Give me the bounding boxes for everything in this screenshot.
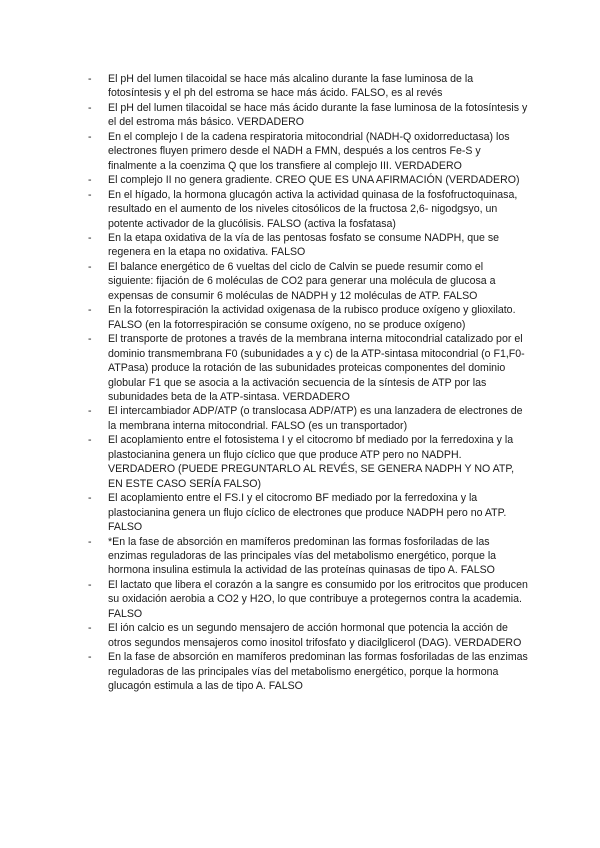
statement-text: El pH del lumen tilacoidal se hace más alcalino durante la fase luminosa de la fotosíntesis y el ph del estroma se hace más ácido. FALSO, es al revés	[108, 73, 474, 100]
bullet-dash: -	[88, 333, 92, 346]
list-item	[88, 491, 528, 534]
statement-text: El lactato que libera el corazón a la sangre es consumido por los eritrocitos que producen su oxidación aerobia a CO2 y H2O, lo que contribuye a protegernos contra la academia. FALSO	[108, 578, 528, 620]
bullet-dash: -	[88, 535, 92, 548]
bullet-dash: -	[88, 130, 92, 143]
statement-text: *En la fase de absorción en mamíferos predominan las formas fosforiladas de las enzimas reguladoras de las principales vías del metabolismo energético, porque la hormona insulina estimula la actividad de las proteínas quinasas de tipo A. FALSO	[108, 535, 497, 577]
list-item	[88, 535, 528, 578]
bullet-dash: -	[88, 651, 92, 664]
statement-text: El balance energético de 6 vueltas del ciclo de Calvin se puede resumir como el siguiente: fijación de 6 moléculas de CO2 para generar una molécula de glucosa a expensas de consumir 6 moléculas de NADPH y 12 moléculas de ATP. FALSO	[108, 260, 496, 302]
bullet-dash: -	[88, 304, 92, 317]
bullet-dash: -	[88, 73, 92, 85]
list-item	[88, 260, 528, 303]
statement-text: En el complejo I de la cadena respiratoria mitocondrial (NADH-Q oxidorreductasa) los electrones fluyen primero desde el NADH a FMN, después a los centros Fe-S y finalmente a la coenzima Q que los transfiere al complejo III. VERDADERO	[108, 130, 510, 172]
list-item	[88, 578, 528, 621]
statement-text: El pH del lumen tilacoidal se hace más ácido durante la fase luminosa de la fotosíntesis y el del estroma más básico. VERDADERO	[108, 101, 528, 129]
list-item	[88, 433, 528, 491]
bullet-dash: -	[88, 622, 92, 635]
bullet-dash: -	[88, 174, 92, 187]
bullet-dash: -	[88, 260, 92, 273]
statement-text: En la fotorrespiración la actividad oxigenasa de la rubisco produce oxígeno y glioxilato. FALSO (en la fotorrespiración se consume oxígeno, no se produce oxígeno)	[108, 304, 516, 331]
list-item	[88, 188, 528, 231]
list-item	[88, 231, 528, 260]
statement-text: El ión calcio es un segundo mensajero de acción hormonal que potencia la acción de otros segundos mensajeros como inositol trifosfato y diacilglicerol (DAG). VERDADERO	[108, 622, 522, 649]
list-item	[88, 72, 528, 101]
statement-text: El acoplamiento entre el fotosistema I y el citocromo bf mediado por la ferredoxina y la plastocianina genera un flujo cíclico que que produce ATP pero no NADPH. VERDADERO (PUEDE PREGUNTARLO AL REVÉS, SE GENERA NADPH Y NO ATP, EN ESTE CASO SERÍA FALSO)	[108, 434, 515, 490]
bullet-dash: -	[88, 434, 92, 447]
list-item	[88, 173, 528, 187]
statement-text: El complejo II no genera gradiente. CREO QUE ES UNA AFIRMACIÓN (VERDADERO)	[108, 174, 520, 187]
bullet-dash: -	[88, 578, 92, 591]
bullet-dash: -	[88, 188, 92, 201]
statement-text: El acoplamiento entre el FS.I y el citocromo BF mediado por la ferredoxina y la plastocianina genera un flujo cíclico de electrones que produce NADPH pero no ATP. FALSO	[108, 492, 507, 534]
list-item	[88, 621, 528, 650]
statement-text: En la fase de absorción en mamíferos predominan las formas fosforiladas de las enzimas reguladoras de las principales vías del metabolismo energético, porque la hormona glucagón estimula a las de tipo A. FALSO	[108, 651, 528, 693]
statement-text: El transporte de protones a través de la membrana interna mitocondrial catalizado por el dominio transmembrana F0 (subunidades a y c) de la ATP-sintasa mitocondrial (o F1,F0-ATPasa) produce la rotación de las subunidades proteicas componentes del dominio globular F1 que se asocia a la activación secuencia de la síntesis de ATP por las subunidades beta de la ATP-sintasa. VERDADERO	[108, 333, 525, 403]
statement-list	[88, 72, 528, 693]
list-item	[88, 650, 528, 693]
list-item	[88, 130, 528, 173]
bullet-dash: -	[88, 101, 92, 114]
statement-text: En la etapa oxidativa de la vía de las pentosas fosfato se consume NADPH, que se regenera en la etapa no oxidativa. FALSO	[108, 231, 500, 259]
statement-text: El intercambiador ADP/ATP (o translocasa ADP/ATP) es una lanzadera de electrones de la membrana interna mitocondrial. FALSO (es un transportador)	[108, 405, 523, 432]
bullet-dash: -	[88, 405, 92, 418]
list-item	[88, 404, 528, 433]
list-item	[88, 303, 528, 332]
statement-text: En el hígado, la hormona glucagón activa la actividad quinasa de la fosfofructoquinasa, resultado en el aumento de los niveles citosólicos de la fructosa 2,6- nigodgsyo, un potente activador de la glucólisis. FALSO (activa la fosfatasa)	[108, 188, 518, 230]
list-item	[88, 101, 528, 130]
list-item	[88, 332, 528, 404]
bullet-dash: -	[88, 492, 92, 505]
bullet-dash: -	[88, 231, 92, 244]
